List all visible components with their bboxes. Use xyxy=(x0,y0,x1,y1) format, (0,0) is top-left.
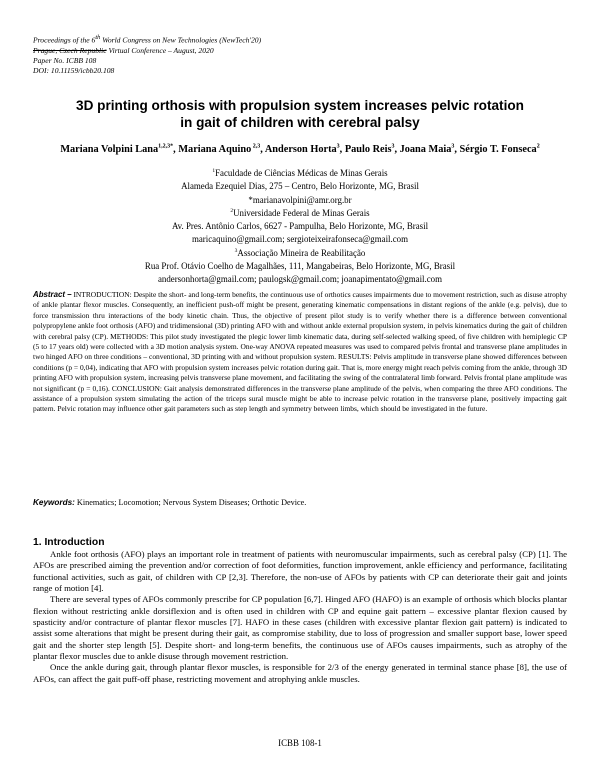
keywords xyxy=(33,497,567,508)
author-name: Anderson Horta xyxy=(264,144,337,156)
author xyxy=(460,144,540,155)
author xyxy=(178,144,265,155)
affiliation-line xyxy=(30,166,570,179)
affiliation-text: Alameda Ezequiel Dias, 275 – Centro, Belo Horizonte, MG, Brasil xyxy=(181,181,419,192)
author-name: Joana Maia xyxy=(399,144,452,156)
author-separator: , xyxy=(260,144,265,156)
proceedings-line xyxy=(33,33,573,46)
body-paragraph: There are several types of AFOs commonly prescribe for CP population [6,7]. Hinged AFO (HAFO) is an example of orthosis which blocks plantar flexion without restricting ankle dorsiflexion and is often used in children with CP and equine gait pattern – excessive plantar flexion caused by spasticity and/or contracture of plantar flexor muscles [7]. HAFO in these cases (children with excessive plantar flexion gait pattern) is indicated to assist some alterations that might be present during their gait, as compromise stability, due to loss of progression and smaller support base, lower speed gait and the shorter step length [5]. Despite short- and long-term benefits, the continuous use of AFOs causes impairments, such as atrophy of the plantar flexor muscles due to ankle disuse through movement restriction. xyxy=(33,594,567,662)
affiliation-text: maricaquino@gmail.com; sergioteixeirafonseca@gmail.com xyxy=(191,234,409,245)
location-rest: Virtual Conference – August, 2020 xyxy=(106,45,214,55)
paper-number: Paper No. ICBB 108 xyxy=(33,55,97,65)
affiliation-mark: 3 xyxy=(234,247,238,254)
proceedings-sup: th xyxy=(95,34,101,41)
author-affiliation-mark: 3 xyxy=(451,144,455,150)
affiliation-text: andersonhorta@gmail.com; paulogsk@gmail.com; joanapimentato@gmail.com xyxy=(157,274,443,285)
affiliation-text: Associação Mineira de Reabilitação xyxy=(237,247,366,258)
author-affiliation-mark: 2 xyxy=(536,144,540,150)
affiliation-line xyxy=(30,206,570,219)
author-name: Paulo Reis xyxy=(344,144,392,156)
author-affiliation-mark: 3 xyxy=(391,144,395,150)
author xyxy=(265,144,345,155)
affiliation-line xyxy=(30,259,570,272)
author-separator: , xyxy=(173,144,179,156)
section-heading: 1. Introduction xyxy=(33,537,105,548)
author xyxy=(400,144,460,155)
location-struck: Prague, Czech Republic xyxy=(33,45,107,55)
author-affiliation-mark: 2,3 xyxy=(251,144,261,150)
affiliation-line xyxy=(30,272,570,285)
author xyxy=(345,144,400,155)
affiliation-text: Av. Pres. Antônio Carlos, 6627 - Pampulha, Belo Horizonte, MG, Brasil xyxy=(171,221,429,232)
affiliation-line xyxy=(30,219,570,232)
author xyxy=(60,144,178,155)
keywords-text: Kinematics; Locomotion; Nervous System Diseases; Orthotic Device. xyxy=(74,498,307,507)
author-affiliation-mark: 3 xyxy=(336,144,340,150)
author-separator: , xyxy=(339,144,345,156)
affiliation-line xyxy=(30,179,570,192)
author-list xyxy=(30,141,570,156)
affiliation-line xyxy=(30,193,570,206)
page-footer: ICBB 108-1 xyxy=(278,738,322,748)
title-line-1: 3D printing orthosis with propulsion system increases pelvic rotation xyxy=(76,98,524,113)
doi: DOI: 10.11159/icbb20.108 xyxy=(33,65,115,75)
affiliation-mark: 2 xyxy=(230,207,234,214)
keywords-label: Keywords: xyxy=(33,498,75,507)
author-name: Mariana Aquino xyxy=(178,144,252,156)
paper-title xyxy=(30,97,570,131)
author-separator: , xyxy=(454,144,460,156)
affiliation-line xyxy=(30,246,570,259)
body-paragraph: Ankle foot orthosis (AFO) plays an important role in treatment of patients with neuromuscular impairments, such as cerebral palsy (CP) [1]. The AFOs are prescribed aiming the prevention and/or correction of foot deformities, function improvement, ankle efficiency and performance, facilitating functional activities, such as gait, of children with CP [2,3]. Therefore, the non-use of AFOs by patients with CP can deteriorate their gait and joints range of motion [4]. xyxy=(33,549,567,594)
affiliation-mark: 1 xyxy=(212,168,216,174)
abstract-label: Abstract – xyxy=(33,290,72,299)
proceedings-text: Proceedings of the 6 xyxy=(33,35,96,45)
author-name: Mariana Volpini Lana xyxy=(60,144,159,156)
affiliation-text: *marianavolpini@amr.org.br xyxy=(248,194,352,205)
affiliation-text: Faculdade de Ciências Médicas de Minas Gerais xyxy=(215,167,388,178)
author-affiliation-mark: 1,2,3* xyxy=(158,144,174,150)
affiliation-line xyxy=(30,232,570,245)
author-name: Sérgio T. Fonseca xyxy=(459,144,537,156)
abstract-text: INTRODUCTION: Despite the short- and long-term benefits, the continuous use of orthotics causes impairments due to movement restriction, such as disuse atrophy of ankle plantar flexor muscles. Consequently, an inefficient push-off might be present, generating kinematic compensations in distant regions of the ankle (e.g. pelvis), due to force transmission thru interactions of the body kinetic chain. Thus, the objective of present pilot study is to verify whether there is a difference between conventional polypropylene ankle foot orthosis (AFO) and tridimensional (3D) printing AFO with and without ankle external propulsion system, in pelvis kinematics during the gait of children with cerebral palsy (CP). METHODS: This pilot study investigated the plegic lower limb kinematic data, during self-selected walking speed, of five children with hemiplegic CP (5 to 17 years old) were collected with a 3D motion analysis system. One-way ANOVA repeated measures was used to compared pelvis frontal and transverse plane amplitudes in two hinged AFO on three conditions – conventional, 3D printing with and without propulsion system. RESULTS: Pelvis amplitude in transverse plane showed differences between conditions (p = 0,04), indicating that AFO with propulsion system increases pelvic rotation during gait. That is, more energy might reach pelvis coming from the ankle, through 3D printing AFO with propulsion system, increasing pelvis transverse plane movement, and facilitating the swing of the contralateral limb forward. Pelvis frontal plane amplitude was not significant (p = 0,16). CONCLUSION: Gait analysis demonstrated differences in the transverse plane amplitude of the pelvis, when comparing the three AFO conditions. The assistance of a propulsion system simulating the action of the triceps sural muscle might be able to increase pelvic rotation in the transverse plane, positively impacting gait pattern. Pelvic rotation may influence other gait parameters such as step length and symmetry between limbs, which should be investigated in the future. xyxy=(33,290,567,414)
affiliation-text: Universidade Federal de Minas Gerais xyxy=(233,207,370,218)
location-line xyxy=(33,46,573,56)
abstract xyxy=(33,290,567,415)
proceedings-text-post: World Congress on New Technologies (NewTech'20) xyxy=(100,35,262,45)
title-line-2: in gait of children with cerebral palsy xyxy=(180,115,420,130)
body-paragraph: Once the ankle during gait, through plantar flexor muscles, is responsible for 2/3 of the energy generated in terminal stance phase [8], the use of AFOs, can affect the gait puff-off phase, restricting movement and atrophying ankle muscles. xyxy=(33,662,567,684)
affiliation-text: Rua Prof. Otávio Coelho de Magalhães, 111, Mangabeiras, Belo Horizonte, MG, Brasil xyxy=(144,260,456,271)
proceedings-header xyxy=(33,33,573,76)
author-separator: , xyxy=(394,144,400,156)
section-body xyxy=(33,549,567,685)
affiliations xyxy=(30,166,570,285)
